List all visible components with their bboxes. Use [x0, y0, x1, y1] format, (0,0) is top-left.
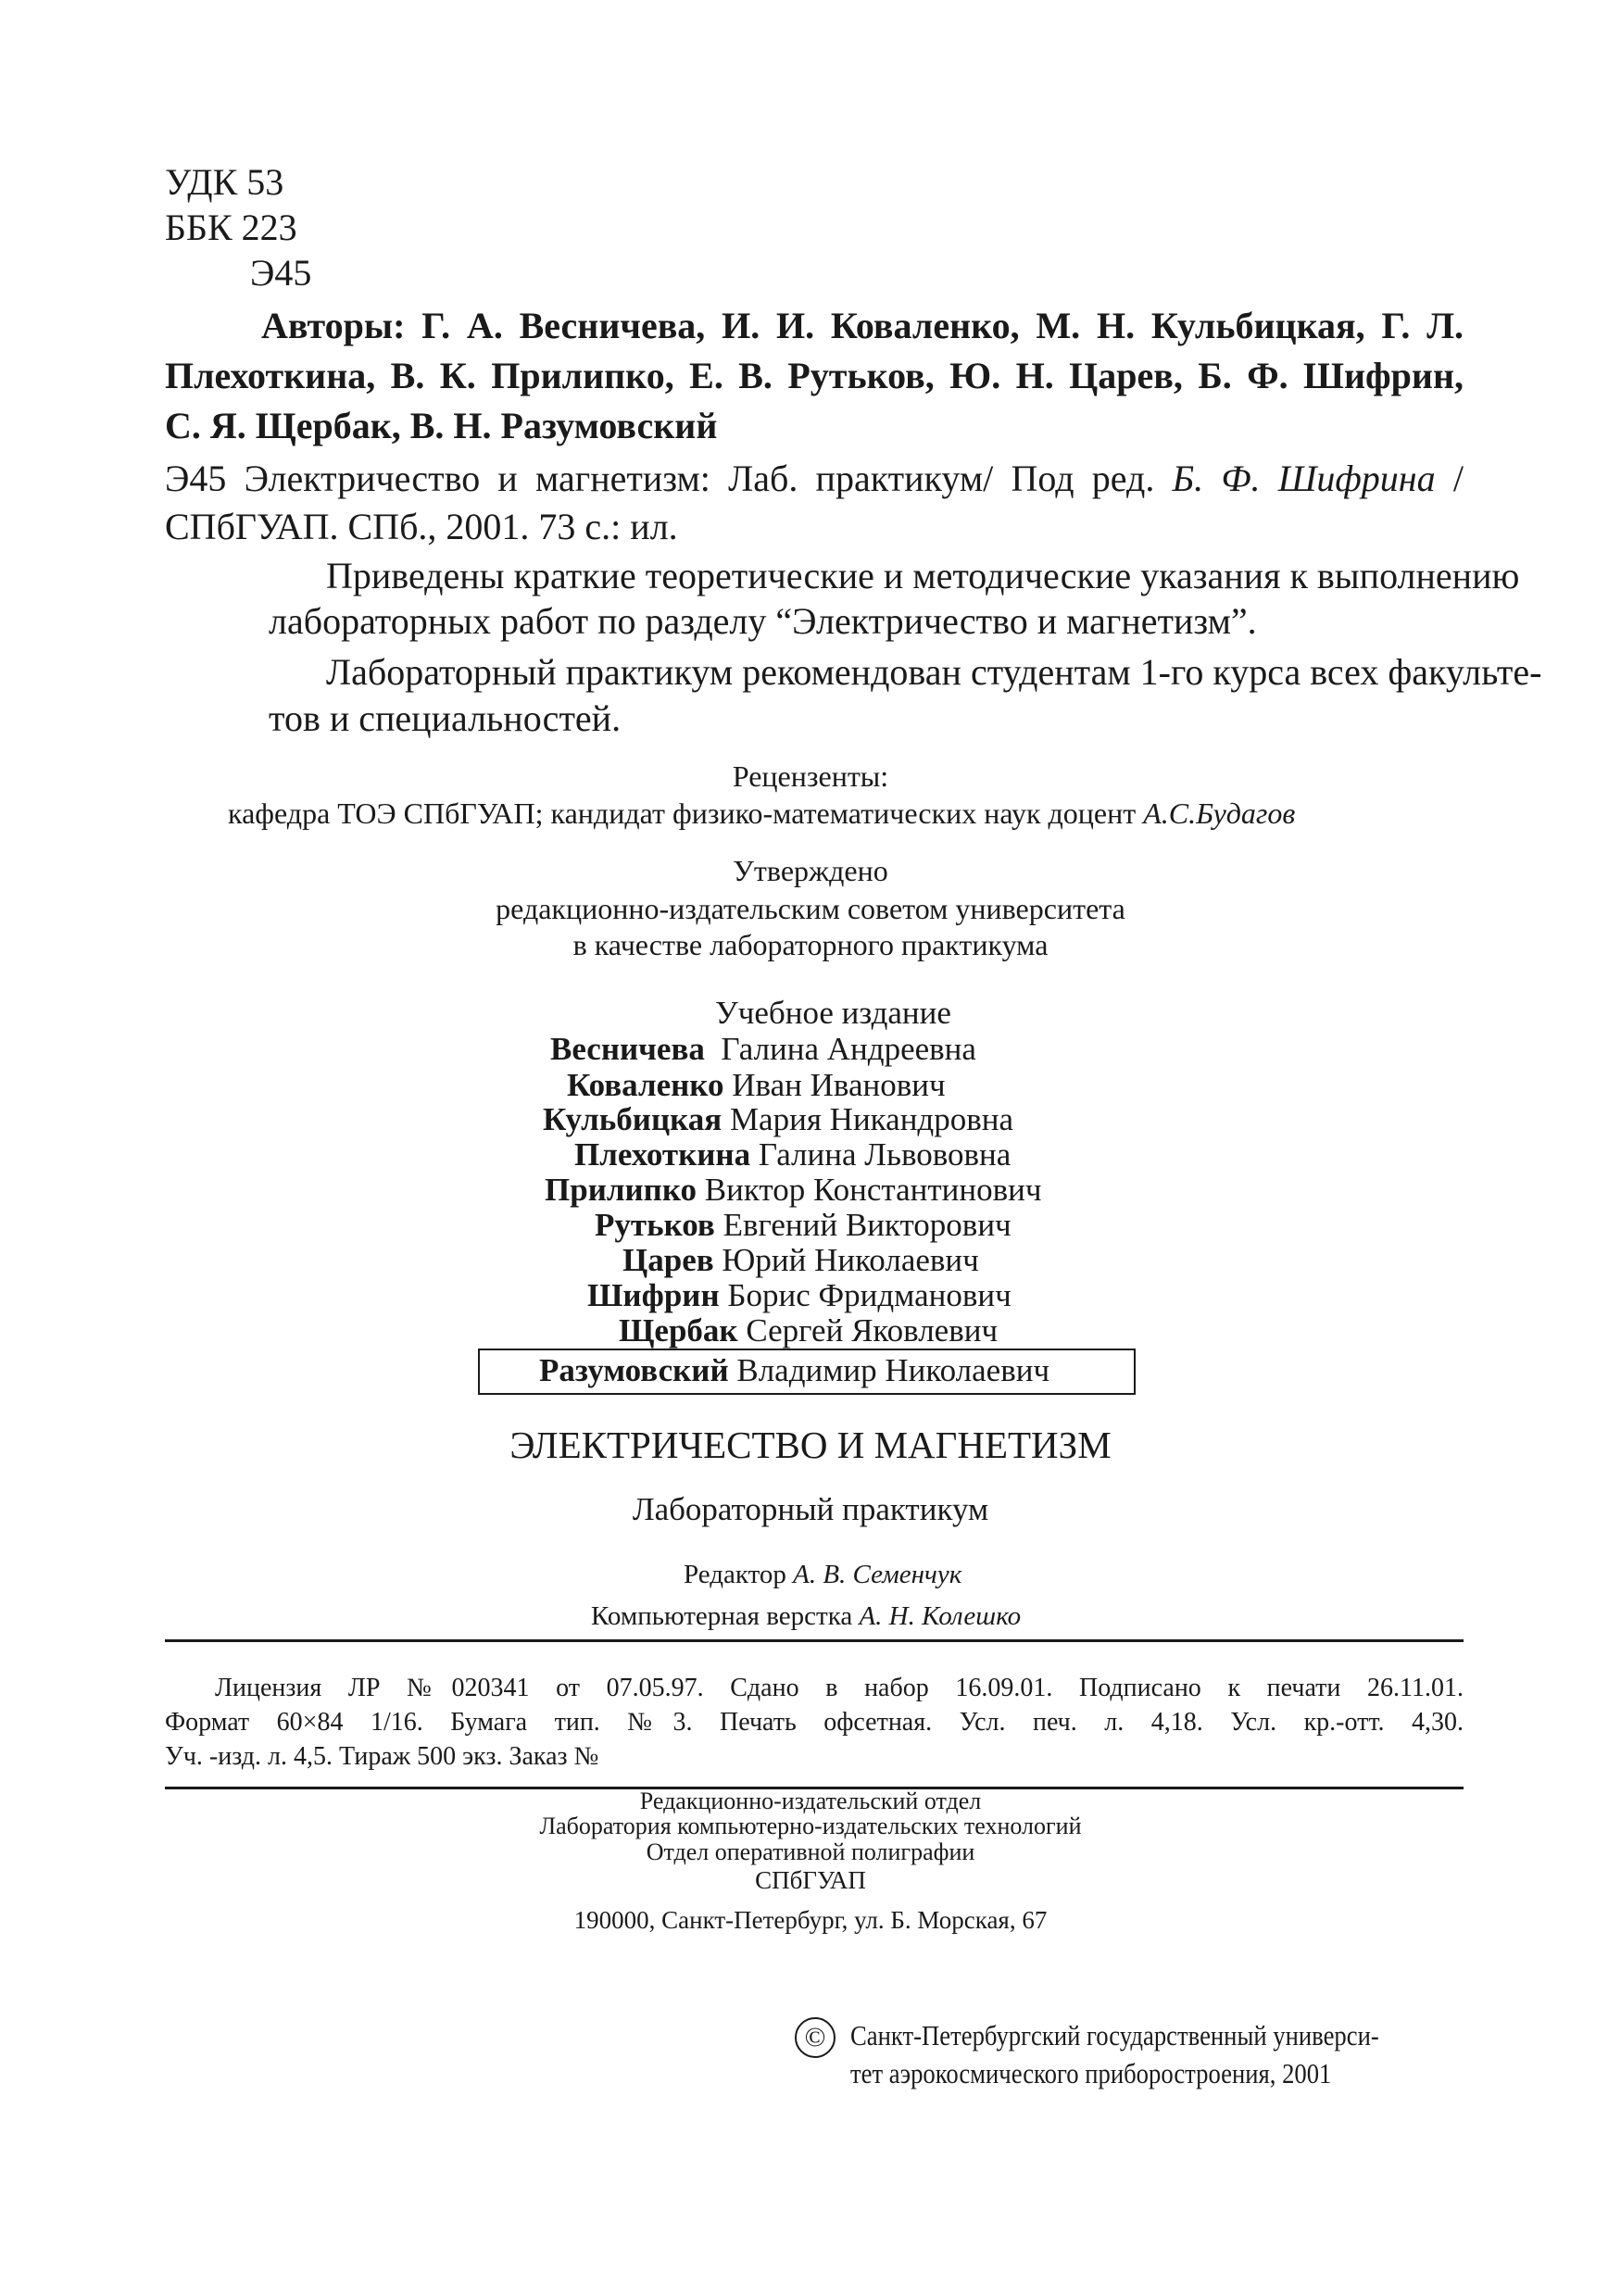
abstract-p2-line-2: тов и специальностей.	[269, 697, 622, 739]
book-subtitle: Лабораторный практикум	[632, 1491, 989, 1527]
reviewers-text: кафедра ТОЭ СПбГУАП; кандидат физико-математических наук доцент	[228, 797, 1137, 830]
divider-top	[165, 1639, 1464, 1642]
udk-code: УДК 53	[165, 161, 284, 203]
citation-line-2: СПбГУАП. СПб., 2001. 73 с.: ил.	[165, 506, 678, 547]
author-name-1	[550, 1031, 976, 1068]
citation-slash: /	[1452, 458, 1464, 499]
author-given: Галина Андреевна	[721, 1031, 976, 1067]
authors-line-1: Авторы: Г. А. Весничева, И. И. Коваленко, М. Н. Кульбицкая, Г. Л.	[261, 305, 1464, 346]
authors-line-2: Плехоткина, В. К. Прилипко, Е. В. Рутьков, Ю. Н. Царев, Б. Ф. Шифрин,	[165, 355, 1464, 396]
author-given: Галина Львововна	[758, 1136, 1012, 1173]
editor-credit	[684, 1560, 961, 1590]
reviewers-line	[228, 797, 1295, 830]
author-surname: Весничева	[550, 1031, 705, 1067]
publisher-line-2: Лаборатория компьютерно-издательских технологий	[539, 1813, 1082, 1839]
abstract-p2-line-1: Лабораторный практикум рекомендован студентам 1-го курса всех факульте-	[326, 651, 1542, 693]
citation-line-1	[165, 457, 1464, 501]
bbk-code: ББК 223	[165, 207, 297, 248]
author-mark: Э45	[250, 252, 312, 294]
author-name-7	[622, 1242, 979, 1279]
abstract-p1-line-2: лабораторных работ по разделу “Электричество и магнетизм”.	[269, 600, 1257, 642]
author-given: Евгений Викторович	[723, 1207, 1012, 1243]
author-name-3	[543, 1101, 1013, 1138]
imprint-line-3: Уч. -изд. л. 4,5. Тираж 500 экз. Заказ №	[165, 1742, 599, 1771]
author-given: Сергей Яковлевич	[746, 1312, 999, 1349]
author-surname: Плехоткина	[574, 1136, 751, 1173]
layout-label: Компьютерная верстка	[591, 1601, 853, 1631]
layout-name: А. Н. Колешко	[859, 1601, 1022, 1631]
editor-name: А. В. Семенчук	[793, 1560, 962, 1589]
author-name-9	[619, 1312, 998, 1349]
book-title: ЭЛЕКТРИЧЕСТВО И МАГНЕТИЗМ	[509, 1424, 1112, 1466]
author-given: Юрий Николаевич	[722, 1242, 979, 1278]
author-surname: Щербак	[619, 1312, 738, 1349]
approval-line-3: в качестве лабораторного практикума	[572, 928, 1049, 961]
author-name-10	[539, 1352, 1049, 1389]
reviewer-name: А.С.Будагов	[1143, 797, 1296, 830]
author-surname: Коваленко	[567, 1067, 724, 1103]
publisher-line-3: Отдел оперативной полиграфии	[646, 1838, 975, 1865]
citation-text: Э45 Электричество и магнетизм: Лаб. практикум/ Под ред.	[165, 458, 1155, 499]
copyright-line-1: Санкт-Петербургский государственный универси-	[850, 2019, 1379, 2051]
author-name-2	[567, 1067, 946, 1104]
author-surname: Кульбицкая	[543, 1101, 723, 1137]
edition-type: Учебное издание	[715, 995, 951, 1031]
author-name-6	[595, 1207, 1012, 1244]
author-given: Мария Никандровна	[729, 1101, 1014, 1137]
publisher-line-4: СПбГУАП	[755, 1866, 866, 1894]
publisher-address: 190000, Санкт-Петербург, ул. Б. Морская, 67	[573, 1906, 1048, 1934]
author-surname: Разумовский	[539, 1352, 729, 1388]
author-name-8	[587, 1277, 1012, 1314]
citation-editor: Б. Ф. Шифрина	[1172, 458, 1436, 499]
approval-line-1: Утверждено	[733, 854, 888, 887]
authors-line-3: С. Я. Щербак, В. Н. Разумовский	[165, 405, 718, 446]
abstract-p1-line-1: Приведены краткие теоретические и методические указания к выполнению	[326, 555, 1520, 596]
publisher-line-1: Редакционно-издательский отдел	[639, 1788, 982, 1814]
imprint-line-2: Формат 60×84 1/16. Бумага тип. №3. Печать офсетная. Усл. печ. л. 4,18. Усл. кр.-отт. 4,30.	[165, 1708, 1464, 1737]
reviewers-heading: Рецензенты:	[732, 759, 889, 793]
author-given: Владимир Николаевич	[736, 1352, 1050, 1388]
author-surname: Рутьков	[595, 1207, 715, 1243]
imprint-line-1: Лицензия ЛР №020341 от 07.05.97. Сдано в набор 16.09.01. Подписано к печати 26.11.01.	[215, 1674, 1464, 1702]
editor-label: Редактор	[684, 1560, 786, 1589]
author-surname: Шифрин	[587, 1277, 720, 1313]
author-surname: Царев	[622, 1242, 714, 1278]
author-given: Борис Фридманович	[727, 1277, 1012, 1313]
author-name-5	[545, 1172, 1041, 1209]
copyright-icon: ©	[795, 2017, 836, 2058]
copyright-line-2: тет аэрокосмического приборостроения, 2001	[850, 2057, 1332, 2089]
layout-credit	[591, 1601, 1021, 1632]
author-name-4	[574, 1136, 1011, 1173]
author-given: Виктор Константинович	[704, 1172, 1042, 1208]
approval-line-2: редакционно-издательским советом университета	[496, 892, 1125, 925]
author-given: Иван Иванович	[732, 1067, 946, 1103]
author-surname: Прилипко	[545, 1172, 697, 1208]
